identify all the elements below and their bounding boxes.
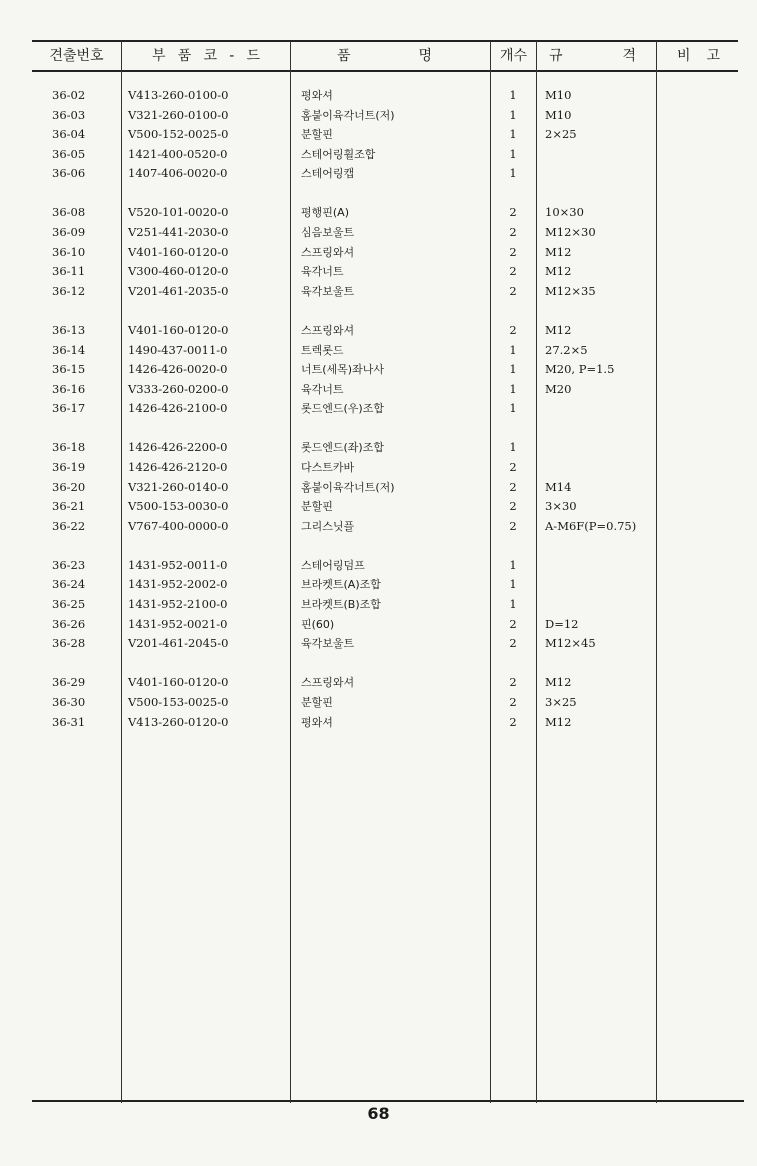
part-number: 36-17 <box>52 401 86 416</box>
header-code-char: 부 <box>152 48 166 64</box>
part-name: 스프링와셔 <box>301 245 355 259</box>
part-number: 36-31 <box>52 714 86 729</box>
part-qty: 2 <box>509 694 517 709</box>
part-number: 36-29 <box>52 675 86 690</box>
part-number: 36-15 <box>52 362 86 377</box>
part-code: 1431-952-0011-0 <box>128 557 228 572</box>
part-qty: 2 <box>509 636 517 651</box>
part-number: 36-14 <box>52 342 86 357</box>
part-code: V500-153-0025-0 <box>128 694 229 709</box>
part-qty: 2 <box>509 675 517 690</box>
header-code-char: - <box>229 48 235 64</box>
part-name: 분할핀 <box>301 695 333 709</box>
part-name: 육각보울트 <box>301 284 355 298</box>
part-code: V201-461-2045-0 <box>128 636 229 651</box>
row-group <box>0 86 757 184</box>
part-number: 36-28 <box>52 636 86 651</box>
part-number: 36-18 <box>52 440 86 455</box>
part-qty: 2 <box>509 264 517 279</box>
part-qty: 2 <box>509 499 517 514</box>
part-qty: 1 <box>509 440 517 455</box>
part-number: 36-25 <box>52 597 86 612</box>
part-code: 1490-437-0011-0 <box>128 342 228 357</box>
part-name: 롯드엔드(우)조합 <box>301 402 384 416</box>
part-code: V300-460-0120-0 <box>128 264 229 279</box>
part-name: 분할핀 <box>301 500 333 514</box>
part-number: 36-06 <box>52 166 86 181</box>
part-name: 스프링와셔 <box>301 323 355 337</box>
part-spec: 3×30 <box>545 499 577 514</box>
table-row <box>0 556 757 576</box>
part-name: 다스트카바 <box>301 461 355 474</box>
part-spec: M12×45 <box>545 636 596 651</box>
part-name: 육각보울트 <box>301 637 355 651</box>
header-name-char: 명 <box>418 48 432 64</box>
part-spec: M12 <box>545 675 572 690</box>
part-qty: 1 <box>509 107 517 122</box>
part-qty: 1 <box>509 166 517 181</box>
header-remark-char: 고 <box>706 48 720 64</box>
table-row <box>0 458 757 478</box>
part-number: 36-12 <box>52 283 86 298</box>
part-number: 36-13 <box>52 322 86 337</box>
part-spec: M12 <box>545 322 572 337</box>
part-name: 평와셔 <box>301 715 333 729</box>
part-name: 평와셔 <box>301 89 333 102</box>
part-number: 36-04 <box>52 127 86 142</box>
part-qty: 2 <box>509 616 517 631</box>
part-number: 36-19 <box>52 460 86 474</box>
part-qty: 1 <box>509 342 517 357</box>
part-code: V401-160-0120-0 <box>128 244 229 259</box>
table-row <box>0 399 757 419</box>
part-spec: 27.2×5 <box>545 342 588 357</box>
row-group <box>0 673 757 732</box>
part-number: 36-09 <box>52 225 86 240</box>
table-row <box>0 243 757 263</box>
part-code: V500-152-0025-0 <box>128 127 229 142</box>
part-qty: 2 <box>509 460 517 474</box>
part-spec: M12 <box>545 244 572 259</box>
part-spec: 10×30 <box>545 205 584 220</box>
part-number: 36-03 <box>52 107 86 122</box>
part-code: 1426-426-2100-0 <box>128 401 228 416</box>
part-code: V201-461-2035-0 <box>128 283 229 298</box>
header-qty: 개수 <box>499 48 528 64</box>
part-code: 1421-400-0520-0 <box>128 146 228 161</box>
part-name: 심음보울트 <box>301 226 355 240</box>
part-qty: 1 <box>509 362 517 377</box>
part-code: V767-400-0000-0 <box>128 518 229 533</box>
table-row <box>0 693 757 713</box>
part-number: 36-30 <box>52 694 86 709</box>
part-number: 36-26 <box>52 616 86 631</box>
header-code-char: 품 <box>177 48 192 64</box>
part-qty: 2 <box>509 225 517 240</box>
row-group <box>0 203 757 301</box>
part-name: 그리스닛플 <box>301 519 355 533</box>
part-number: 36-08 <box>52 205 86 220</box>
part-number: 36-11 <box>52 264 86 279</box>
table-row <box>0 497 757 517</box>
table-row <box>0 341 757 361</box>
table-row <box>0 360 757 380</box>
header-name <box>291 42 490 70</box>
table-row <box>0 713 757 733</box>
part-qty: 1 <box>509 381 517 396</box>
part-number: 36-16 <box>52 381 86 396</box>
part-qty: 2 <box>509 244 517 259</box>
part-name: 브라켓트(B)조합 <box>301 598 381 612</box>
part-code: V500-153-0030-0 <box>128 499 229 514</box>
part-number: 36-22 <box>52 518 86 533</box>
page-number: 68 <box>367 1104 390 1123</box>
row-group <box>0 438 757 536</box>
table-row <box>0 223 757 243</box>
header-spec <box>537 42 656 70</box>
table-row <box>0 634 757 654</box>
table-row <box>0 380 757 400</box>
part-number: 36-02 <box>52 88 86 102</box>
table-row <box>0 203 757 223</box>
header-code-char: 코 <box>203 48 217 64</box>
part-name: 육각너트 <box>301 265 344 279</box>
part-code: 1431-952-2002-0 <box>128 577 228 592</box>
part-code: V413-260-0120-0 <box>128 714 229 729</box>
part-code: 1431-952-2100-0 <box>128 597 228 612</box>
row-group <box>0 556 757 654</box>
part-spec: M20 <box>545 381 572 396</box>
part-spec: 2×25 <box>545 127 577 142</box>
row-group <box>0 321 757 419</box>
part-qty: 2 <box>509 714 517 729</box>
part-code: 1426-426-2120-0 <box>128 460 228 474</box>
header-bottom-rule <box>32 70 738 72</box>
footer-rule <box>32 1100 744 1102</box>
table-row <box>0 282 757 302</box>
part-code: V401-160-0120-0 <box>128 322 229 337</box>
table-row <box>0 438 757 458</box>
part-name: 핀(60) <box>301 617 335 631</box>
header-spec-char: 규 <box>549 48 563 64</box>
part-name: 브라켓트(A)조합 <box>301 578 381 592</box>
part-name: 평행핀(A) <box>301 206 349 220</box>
part-spec: M12 <box>545 714 572 729</box>
part-code: V401-160-0120-0 <box>128 675 229 690</box>
parts-table-body <box>0 86 757 752</box>
part-number: 36-21 <box>52 499 86 514</box>
part-number: 36-23 <box>52 557 86 572</box>
table-row <box>0 595 757 615</box>
table-row <box>0 615 757 635</box>
part-name: 스테어링캡 <box>301 167 355 181</box>
header-code-char: 드 <box>246 48 260 64</box>
part-code: V333-260-0200-0 <box>128 381 229 396</box>
part-qty: 2 <box>509 518 517 533</box>
part-name: 트렉롯드 <box>301 343 344 357</box>
header-name-char: 품 <box>337 48 351 64</box>
part-qty: 1 <box>509 146 517 161</box>
part-spec: D=12 <box>545 616 579 631</box>
part-qty: 1 <box>509 597 517 612</box>
table-row <box>0 145 757 165</box>
part-qty: 2 <box>509 479 517 494</box>
table-row <box>0 125 757 145</box>
part-name: 분할핀 <box>301 128 333 142</box>
part-code: 1407-406-0020-0 <box>128 166 228 181</box>
part-number: 36-05 <box>52 146 86 161</box>
table-row <box>0 164 757 184</box>
part-qty: 2 <box>509 205 517 220</box>
part-qty: 1 <box>509 88 517 102</box>
table-row <box>0 673 757 693</box>
header-no: 견출번호 <box>49 48 104 64</box>
part-code: V413-260-0100-0 <box>128 88 229 102</box>
part-name: 홈붙이육각너트(저) <box>301 108 395 122</box>
part-qty: 2 <box>509 283 517 298</box>
part-name: 스테어링덤프 <box>301 558 365 572</box>
header-remark-char: 비 <box>677 48 691 64</box>
part-spec: 3×25 <box>545 694 577 709</box>
part-spec: M20, P=1.5 <box>545 362 615 377</box>
part-number: 36-24 <box>52 577 86 592</box>
part-name: 스프링와셔 <box>301 676 355 690</box>
part-number: 36-20 <box>52 479 86 494</box>
table-row <box>0 478 757 498</box>
table-row <box>0 86 757 106</box>
table-row <box>0 321 757 341</box>
part-number: 36-10 <box>52 244 86 259</box>
part-code: 1426-426-0020-0 <box>128 362 228 377</box>
table-row <box>0 106 757 126</box>
table-row <box>0 262 757 282</box>
part-spec: A-M6F(P=0.75) <box>545 518 637 533</box>
part-qty: 1 <box>509 557 517 572</box>
part-name: 육각너트 <box>301 382 344 396</box>
part-spec: M10 <box>545 107 572 122</box>
part-spec: M12 <box>545 264 572 279</box>
part-name: 스테어링휠조합 <box>301 147 376 161</box>
part-qty: 1 <box>509 577 517 592</box>
part-spec: M12×35 <box>545 283 596 298</box>
part-spec: M12×30 <box>545 225 596 240</box>
part-name: 롯드엔드(좌)조합 <box>301 441 384 455</box>
part-code: V321-260-0100-0 <box>128 107 229 122</box>
part-qty: 1 <box>509 401 517 416</box>
part-code: V520-101-0020-0 <box>128 205 229 220</box>
part-name: 너트(세목)좌나사 <box>301 363 384 377</box>
table-row <box>0 517 757 537</box>
part-name: 홈붙이육각너트(저) <box>301 480 395 494</box>
part-code: 1426-426-2200-0 <box>128 440 228 455</box>
part-spec: M10 <box>545 88 572 102</box>
part-qty: 2 <box>509 322 517 337</box>
header-spec-char: 격 <box>622 48 636 64</box>
header-remark <box>657 42 738 70</box>
part-spec: M14 <box>545 479 572 494</box>
header-code <box>122 42 290 70</box>
table-row <box>0 575 757 595</box>
part-code: V251-441-2030-0 <box>128 225 229 240</box>
part-code: 1431-952-0021-0 <box>128 616 228 631</box>
part-qty: 1 <box>509 127 517 142</box>
part-code: V321-260-0140-0 <box>128 479 229 494</box>
